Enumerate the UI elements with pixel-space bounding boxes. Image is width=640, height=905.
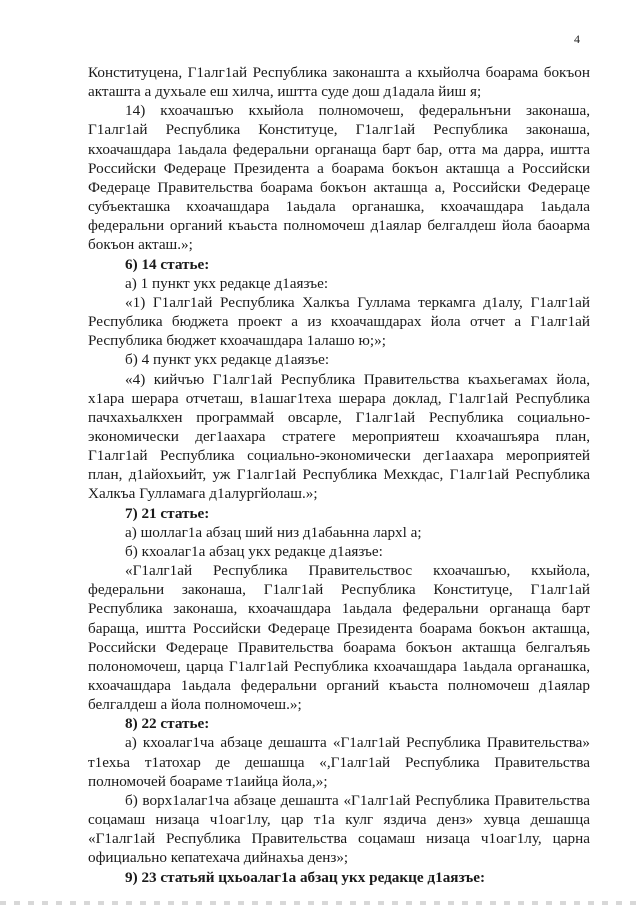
- section-heading: 7) 21 статье:: [125, 504, 210, 522]
- paragraph: б) ворх1алаг1ча абзаце дешашта «Г1алг1ай Республика Правительства соцамаш низаца ч1оаг1лу, цар т1а кулг яздича денз» хувца дешашца «Г1алг1ай Республика Правительства соцамаш низаца ч1оаг1лу, царна официально кепатехача дийнахьа денз»;: [88, 791, 590, 867]
- paragraph: а) 1 пункт укх редакце д1аязъе:: [125, 274, 329, 292]
- paragraph: «4) кийчъю Г1алг1ай Республика Правительства къахьегамах йола, х1ара шерара отчеташ, в1ашаг1теха шерара доклад, Г1алг1ай Республика пачхахьалкхен программай овсарле, Г1алг1ай Республика социально-экономически дег1аахара стратеге мероприятеш кхоачашъяра план, Г1алг1ай Республика социально-экономически дег1аахара мероприятей план, д1айохьийт, уж Г1алг1ай Республика Мехкдас, Г1алг1ай Республика Халкъа Гулламага д1алургйолаш.»;: [88, 370, 590, 503]
- section-heading: 8) 22 статье:: [125, 715, 210, 733]
- paragraph: б) 4 пункт укх редакце д1аязъе:: [125, 351, 330, 369]
- paragraph: 14) кхоачашъю кхыйола полномочеш, федеральнъни законаша, Г1алг1ай Республика Конституце, Г1алг1ай Республика законаша, кхоачашдара 1аьдала федеральни органаща барт бар, отта ма дарра, иштта Российски Федераце Президента а боарама бокъон акташца а Российски Федераце Правительства боарама бокъон акташца а, Российски Федераце субъекташка кхоачашдара 1аьдала органашка, кхоачашдара 1аьдала федеральни органий къаьста полномочеш д1аялар белгалдеш йола баоарма бокъон акташ.»;: [88, 102, 590, 254]
- scan-edge-artifact: [0, 901, 640, 905]
- section-heading: 9) 23 статьяй цхьоалаг1а абзац укх редакце д1аязъе:: [125, 868, 486, 886]
- paragraph: а) кхоалаг1ча абзаце дешашта «Г1алг1ай Республика Правительства» т1ехьа т1атохар де дешашца «,Г1алг1ай Республика Правительства полномочей боараме т1аийца йола,»;: [88, 734, 590, 790]
- section-heading: 6) 14 статье:: [125, 255, 210, 273]
- paragraph: б) кхоалаг1а абзац укх редакце д1аязъе:: [125, 542, 383, 560]
- document-body: [88, 63, 590, 887]
- paragraph: а) шоллаг1а абзац ший низ д1абаьнна лархl а;: [125, 523, 422, 541]
- page-number: 4: [574, 32, 580, 46]
- paragraph: «Г1алг1ай Республика Правительствос кхоачашъю, кхыйола, федеральни законаша, Г1алг1ай Республика Конституце, Г1алг1ай Республика законаша, кхоачашдара 1аьдала федеральни органаща барт бараща, иштта Российски Федераце Президента боарама бокъон акташца, Российски Федераце Правительства боарама бокъон акташца белгалъяь полономочеш, царца Г1алг1ай Республика кхоачашдара 1аьдала органашка, кхоачашдара 1аьдала федеральни органий къаьста полномочеш д1аялар белгалдеш а йола полномочеш.»;: [88, 562, 590, 714]
- paragraph: Конституцена, Г1алг1ай Республика законашта а кхыйолча боарама бокъон акташта а духьале еш хилча, иштта суде дош д1адала йиш я;: [88, 64, 590, 101]
- paragraph: «1) Г1алг1ай Республика Халкъа Гуллама теркамга д1алу, Г1алг1ай Республика бюджета проект а из кхоачашдарах йола отчет а Г1алг1ай Республика бюджет кхоачашдара 1алашо ю;»;: [88, 293, 590, 350]
